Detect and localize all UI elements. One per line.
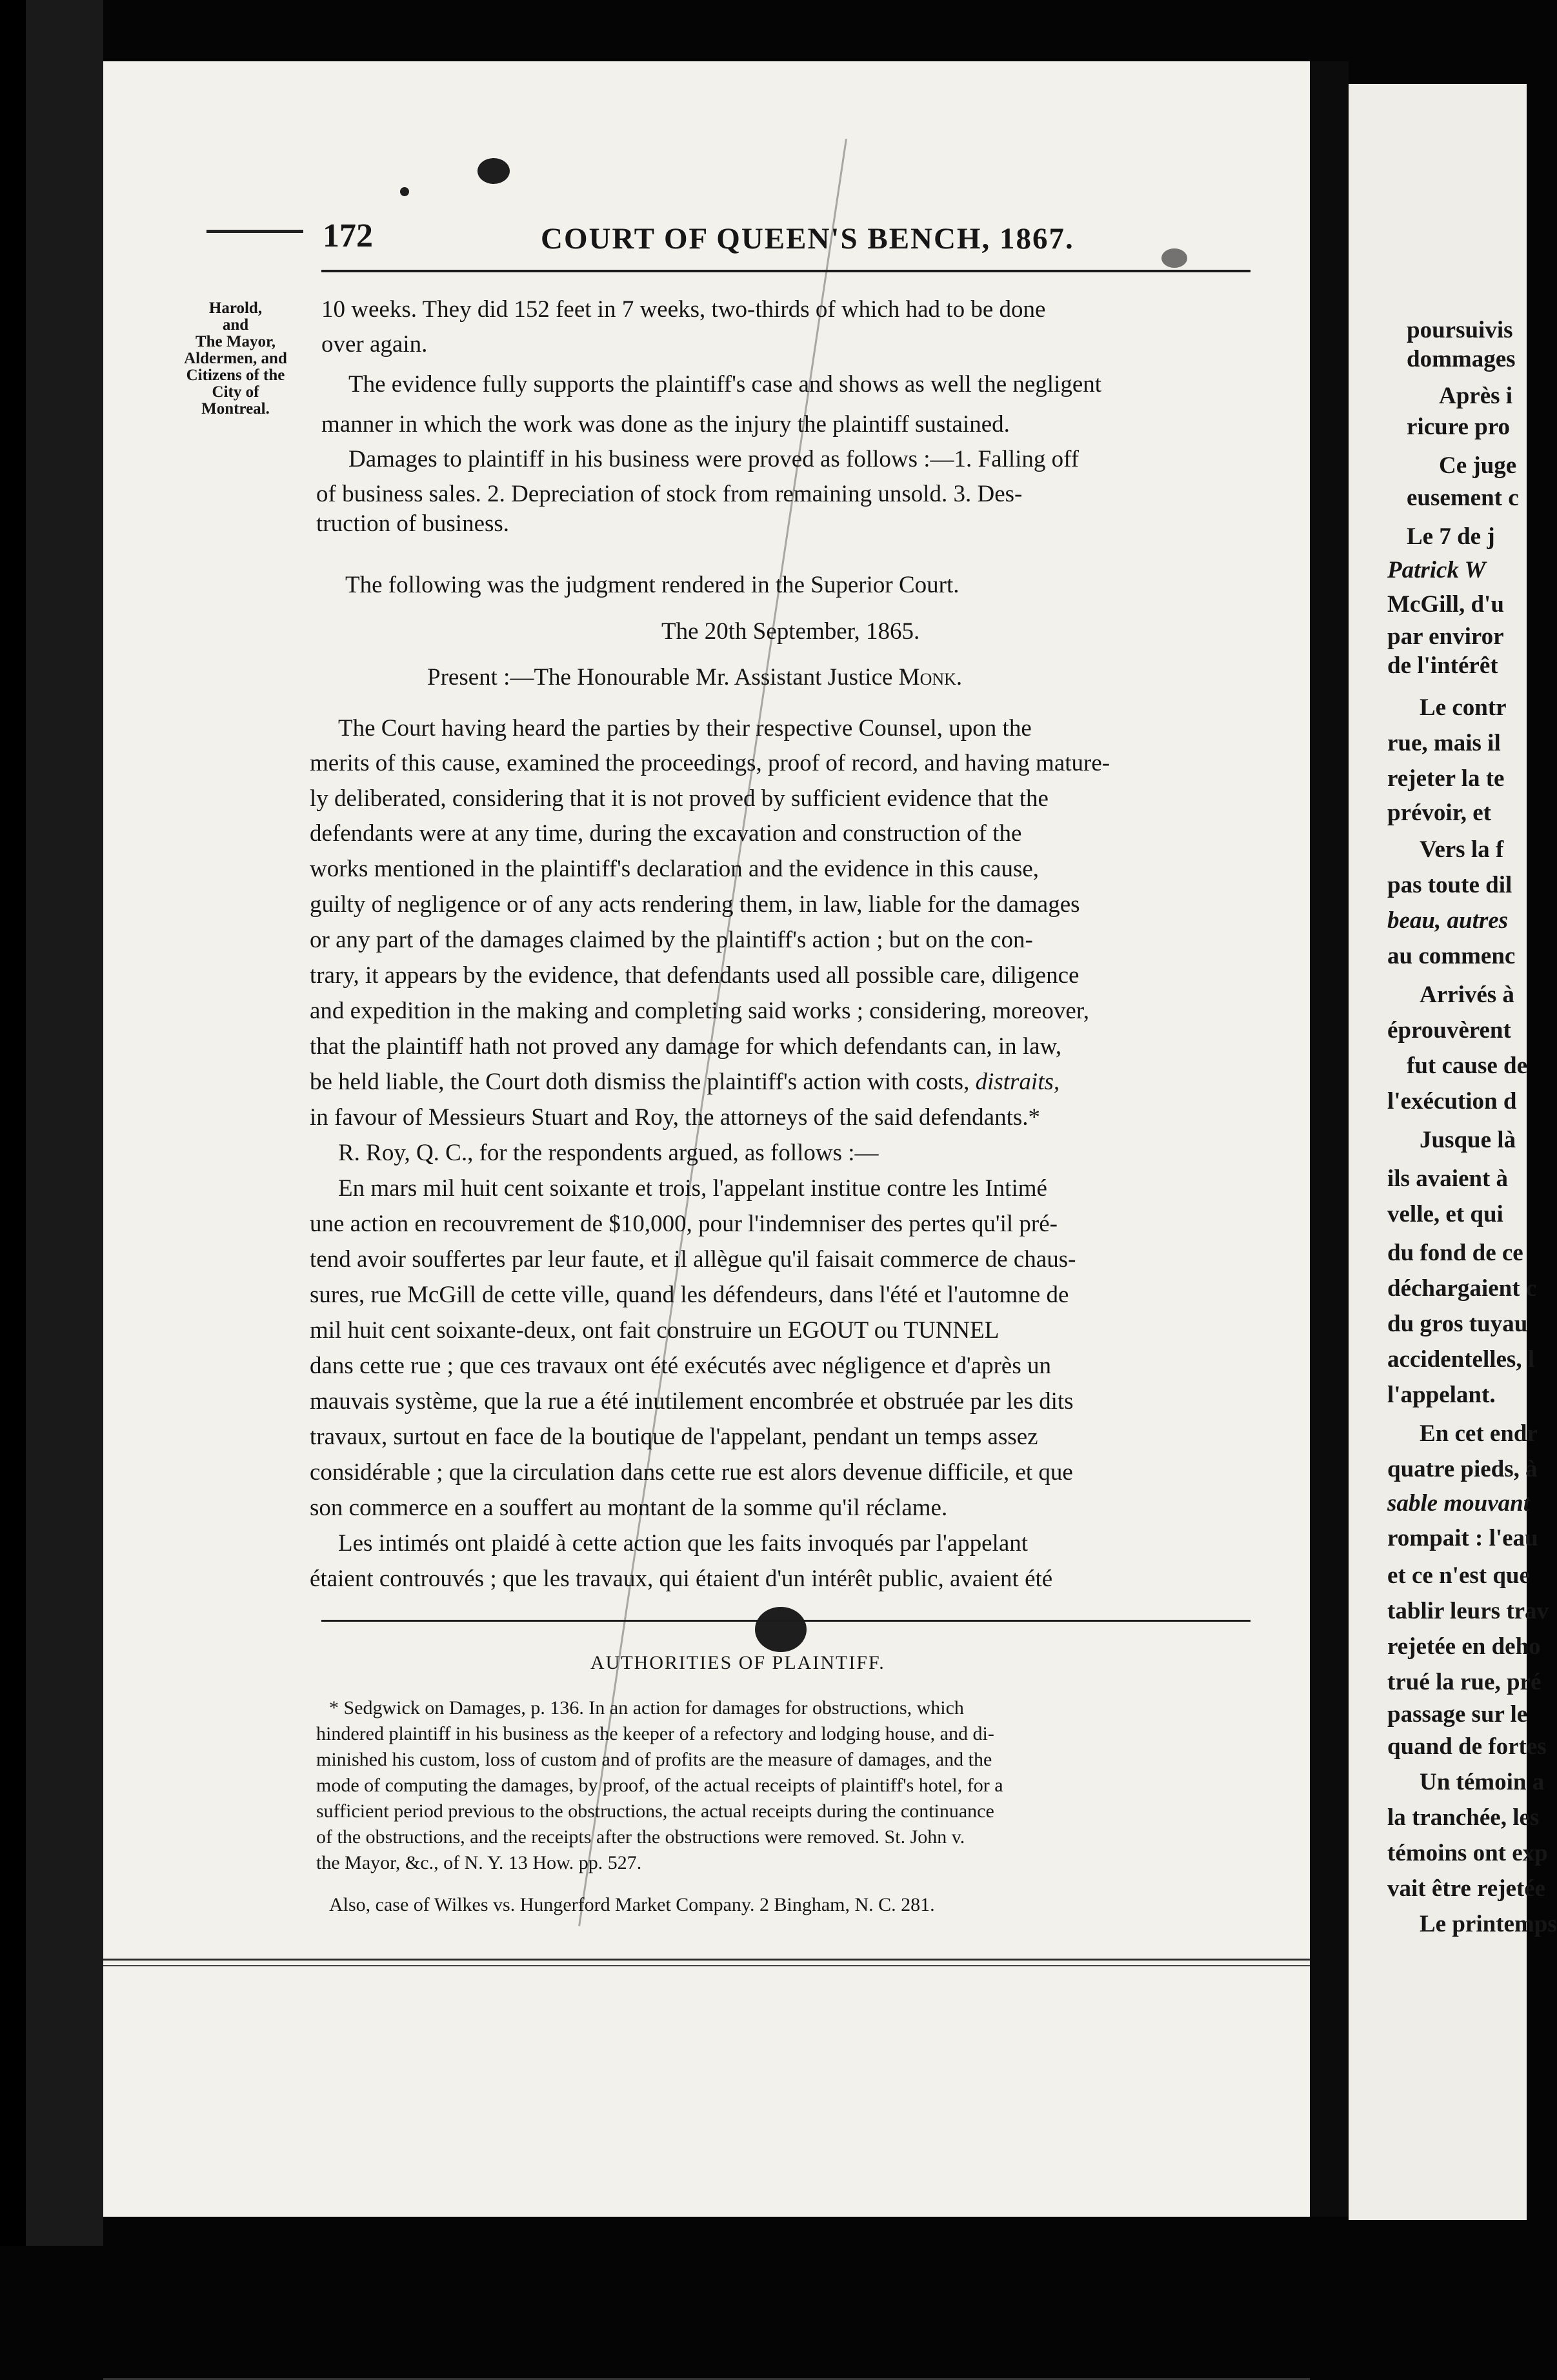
scan-binding-strip: [26, 0, 103, 2246]
body-line: defendants were at any time, during the excavation and construction of the: [310, 820, 1022, 847]
footnote-line: of the obstructions, and the receipts after the obstructions were removed. St. John v.: [316, 1826, 965, 1848]
facing-line: la tranchée, les: [1387, 1804, 1540, 1831]
facing-line: tablir leurs trav: [1387, 1598, 1549, 1624]
facing-line: Le 7 de j: [1407, 523, 1495, 550]
page-bottom-rule: [103, 1959, 1310, 1961]
body-line: dans cette rue ; que ces travaux ont été exécutés avec négligence et d'après un: [310, 1353, 1052, 1379]
facing-line: dommages: [1407, 346, 1516, 372]
footnote-rule: [321, 1620, 1251, 1622]
gutter: [1310, 61, 1349, 2217]
body-line: or any part of the damages claimed by the plaintiff's action ; but on the con-: [310, 927, 1033, 953]
body-text: be held liable, the Court doth dismiss the plaintiff's action with costs,: [310, 1069, 970, 1095]
facing-line: rompait : l'eau: [1387, 1525, 1538, 1551]
facing-line: Vers la f: [1420, 836, 1504, 863]
body-line: mauvais système, que la rue a été inutilement encombrée et obstruée par les dits: [310, 1388, 1074, 1415]
facing-line: Arrivés à: [1420, 982, 1514, 1008]
body-line: truction of business.: [316, 510, 510, 537]
header-rule: [321, 270, 1251, 272]
facing-line: trué la rue, pré: [1387, 1669, 1542, 1695]
facing-line: et ce n'est que: [1387, 1562, 1530, 1589]
facing-line: ils avaient à: [1387, 1165, 1509, 1192]
facing-line: En cet endr: [1420, 1420, 1538, 1447]
footnote-heading: AUTHORITIES OF PLAINTIFF.: [590, 1652, 885, 1673]
facing-line: rejeter la te: [1387, 765, 1505, 792]
facing-line: l'exécution d: [1387, 1088, 1517, 1114]
page-bottom-rule: [103, 1965, 1310, 1966]
facing-line: par enviror: [1387, 623, 1504, 650]
body-line: The following was the judgment rendered in the Superior Court.: [345, 572, 959, 598]
body-line: that the plaintiff hath not proved any damage for which defendants can, in law,: [310, 1033, 1062, 1060]
facing-line: velle, et qui: [1387, 1201, 1503, 1227]
footnote-line: * Sedgwick on Damages, p. 136. In an action for damages for obstructions, which: [329, 1697, 964, 1719]
scan-border-left: [0, 0, 26, 2246]
facing-line: fut cause de: [1407, 1053, 1528, 1079]
body-line: ly deliberated, considering that it is not proved by sufficient evidence that the: [310, 785, 1049, 812]
body-line: Les intimés ont plaidé à cette action que les faits invoqués par l'appelant: [338, 1530, 1029, 1557]
body-line: of business sales. 2. Depreciation of stock from remaining unsold. 3. Des-: [316, 481, 1023, 507]
header-dash: [206, 230, 303, 233]
facing-line: éprouvèrent: [1387, 1017, 1511, 1044]
margin-note-line: Citizens of the: [186, 367, 285, 384]
ink-smudge: [477, 158, 510, 184]
margin-note-line: Harold,: [208, 299, 263, 317]
facing-line: quatre pieds, à: [1387, 1456, 1538, 1482]
ink-smudge: [1161, 248, 1187, 268]
footnote-line: the Mayor, &c., of N. Y. 13 How. pp. 527.: [316, 1852, 642, 1873]
body-line: The evidence fully supports the plaintiff's case and shows as well the negligent: [348, 371, 1102, 398]
margin-note-line: City of: [212, 383, 259, 401]
present-text: Present :—The Honourable Mr. Assistant Justice: [427, 664, 893, 691]
body-line: son commerce en a souffert au montant de la somme qu'il réclame.: [310, 1495, 948, 1521]
body-line: une action en recouvrement de $10,000, pour l'indemniser des pertes qu'il pré-: [310, 1211, 1058, 1237]
facing-line: McGill, d'u: [1387, 591, 1504, 618]
facing-line: déchargaient c: [1387, 1275, 1537, 1302]
facing-line: prévoir, et: [1387, 800, 1491, 826]
facing-line: Le contr: [1420, 694, 1507, 721]
body-line: En mars mil huit cent soixante et trois, l'appelant institue contre les Intimé: [338, 1175, 1047, 1202]
facing-line: du fond de ce: [1387, 1240, 1523, 1266]
facing-line: eusement c: [1407, 485, 1519, 511]
running-title: COURT OF QUEEN'S BENCH, 1867.: [541, 222, 1074, 256]
body-line: [427, 663, 962, 691]
page-number: 172: [323, 217, 373, 254]
body-line: considérable ; que la circulation dans cette rue est alors devenue difficile, et que: [310, 1459, 1073, 1486]
facing-line: accidentelles, l: [1387, 1346, 1535, 1373]
margin-note: [165, 300, 306, 418]
facing-line: Un témoin a: [1420, 1769, 1545, 1795]
body-line: 10 weeks. They did 152 feet in 7 weeks, two-thirds of which had to be done: [321, 296, 1046, 323]
body-line: [310, 1068, 1060, 1096]
body-line: and expedition in the making and completing said works ; considering, moreover,: [310, 998, 1089, 1024]
body-line: mil huit cent soixante-deux, ont fait construire un EGOUT ou TUNNEL: [310, 1317, 999, 1344]
facing-line: poursuivis: [1407, 317, 1513, 343]
facing-line: Patrick W: [1387, 557, 1486, 583]
facing-line: Le printemps: [1420, 1911, 1557, 1937]
body-line: in favour of Messieurs Stuart and Roy, the attorneys of the said defendants.*: [310, 1104, 1041, 1131]
facing-page: [1349, 84, 1557, 2220]
facing-line: l'appelant.: [1387, 1382, 1496, 1408]
body-line: tend avoir souffertes par leur faute, et il allègue qu'il faisait commerce de chaus-: [310, 1246, 1076, 1273]
ink-smudge: [400, 187, 409, 196]
ink-smudge: [755, 1607, 807, 1652]
margin-note-line: The Mayor,: [195, 333, 276, 350]
body-line: R. Roy, Q. C., for the respondents argued, as follows :—: [338, 1140, 879, 1166]
facing-line: au commenc: [1387, 943, 1516, 969]
body-line: guilty of negligence or of any acts rendering them, in law, liable for the damages: [310, 891, 1080, 918]
body-line: The Court having heard the parties by their respective Counsel, upon the: [338, 715, 1032, 741]
facing-line: pas toute dil: [1387, 872, 1512, 898]
facing-line: Après i: [1439, 383, 1513, 409]
facing-line: rue, mais il: [1387, 730, 1501, 756]
footnote-line: sufficient period previous to the obstructions, the actual receipts during the continuance: [316, 1800, 994, 1822]
facing-line: beau, autres: [1387, 907, 1509, 934]
margin-note-line: Aldermen, and: [184, 350, 287, 367]
footnote-line: hindered plaintiff in his business as the keeper of a refectory and lodging house, and di-: [316, 1723, 994, 1744]
footnote-line: mode of computing the damages, by proof, of the actual receipts of plaintiff's hotel, for a: [316, 1775, 1003, 1796]
facing-line: passage sur le: [1387, 1701, 1528, 1728]
facing-line: Jusque là: [1420, 1127, 1516, 1153]
facing-line: rejetée en deho: [1387, 1633, 1541, 1660]
facing-line: sable mouvant: [1387, 1490, 1530, 1517]
margin-note-line: and: [222, 316, 249, 334]
body-line: Damages to plaintiff in his business were proved as follows :—1. Falling off: [348, 446, 1080, 472]
body-line: over again.: [321, 331, 428, 358]
body-line: étaient controuvés ; que les travaux, qui étaient d'un intérêt public, avaient été: [310, 1566, 1053, 1592]
facing-line: quand de fortes: [1387, 1733, 1547, 1760]
footnote-line: minished his custom, loss of custom and of profits are the measure of damages, and the: [316, 1749, 992, 1770]
footnote-line: Also, case of Wilkes vs. Hungerford Market Company. 2 Bingham, N. C. 281.: [329, 1894, 935, 1915]
body-line: trary, it appears by the evidence, that defendants used all possible care, diligence: [310, 962, 1080, 989]
body-line: merits of this cause, examined the proceedings, proof of record, and having mature-: [310, 750, 1110, 776]
facing-line: témoins ont exp: [1387, 1840, 1548, 1866]
body-line: sures, rue McGill de cette ville, quand les défendeurs, dans l'été et l'automne de: [310, 1282, 1069, 1308]
facing-line: vait être rejetée: [1387, 1875, 1546, 1902]
body-line: The 20th September, 1865.: [661, 618, 920, 645]
body-line: travaux, surtout en face de la boutique de l'appelant, pendant un temps assez: [310, 1424, 1038, 1450]
facing-line: Ce juge: [1439, 452, 1517, 479]
body-line: manner in which the work was done as the injury the plaintiff sustained.: [321, 411, 1010, 438]
facing-line: de l'intérêt: [1387, 652, 1498, 679]
body-line: works mentioned in the plaintiff's declaration and the evidence in this cause,: [310, 856, 1040, 882]
margin-note-line: Montreal.: [201, 400, 270, 418]
distraits-text: distraits,: [975, 1069, 1060, 1095]
justice-name: Monk.: [898, 664, 963, 691]
facing-line: ricure pro: [1407, 414, 1510, 440]
facing-line: du gros tuyau: [1387, 1311, 1528, 1337]
